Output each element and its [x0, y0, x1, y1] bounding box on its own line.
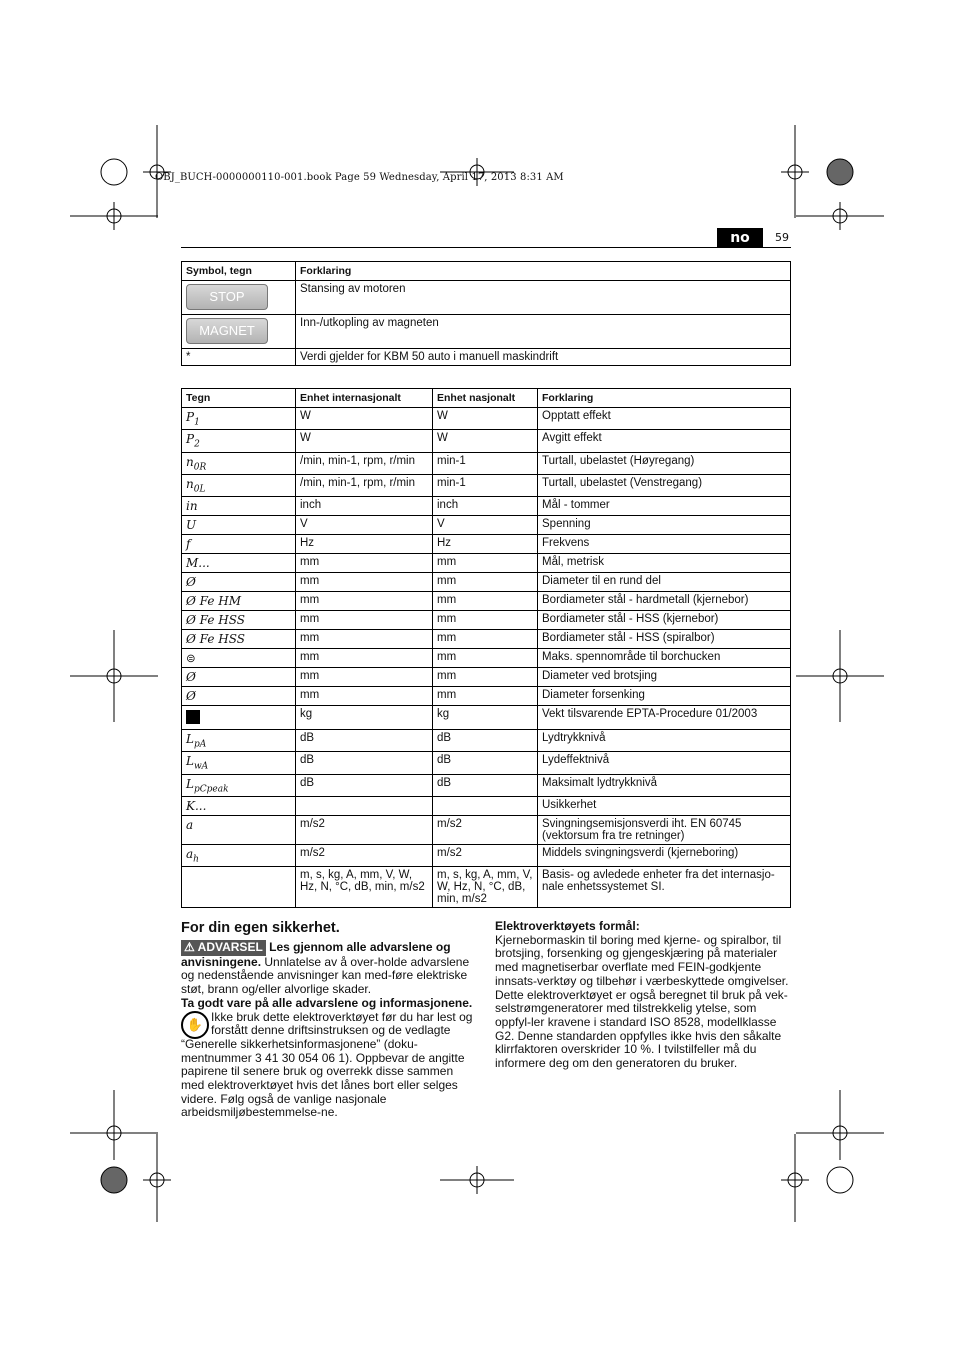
sign-cell: [182, 497, 296, 516]
sign-cell: [182, 430, 296, 452]
sign-cell: [182, 630, 296, 649]
nat-cell: mm: [433, 649, 538, 668]
sign-cell: [182, 452, 296, 474]
nat-cell: W: [433, 430, 538, 452]
header-rule: [181, 247, 791, 248]
table-row: [182, 845, 791, 867]
nat-cell: dB: [433, 730, 538, 752]
intl-cell: Hz: [296, 535, 433, 554]
intl-cell: mm: [296, 611, 433, 630]
units-table: [181, 388, 791, 908]
file-header: OBJ_BUCH-0000000110-001.book Page 59 Wednesday, April 17, 2013 8:31 AM: [155, 172, 564, 183]
col-header: Enhet internasjonalt: [296, 389, 433, 408]
desc-cell: Diameter til en rund del: [538, 573, 791, 592]
table-row: [182, 687, 791, 706]
intl-cell: /min, min-1, rpm, r/min: [296, 474, 433, 496]
table-row: [182, 816, 791, 845]
table-row: [182, 611, 791, 630]
nat-cell: m, s, kg, A, mm, V, W, Hz, N, °C, dB, min, m/s2: [433, 867, 538, 908]
sign-cell: [182, 706, 296, 730]
nat-cell: m/s2: [433, 816, 538, 845]
sign-cell: [182, 611, 296, 630]
intl-cell: mm: [296, 554, 433, 573]
sign-symbol: L: [186, 776, 194, 791]
safety-bold2: Ta godt vare på alle advarslene og informasjonene.: [181, 995, 473, 1010]
chuck-icon: ⊜: [186, 653, 196, 666]
nat-cell: min-1: [433, 474, 538, 496]
table-cell: Stansing av motoren: [296, 281, 791, 315]
intl-cell: dB: [296, 752, 433, 774]
table-row: [182, 797, 791, 816]
nat-cell: W: [433, 408, 538, 430]
sign-cell: [182, 687, 296, 706]
intl-cell: dB: [296, 730, 433, 752]
col-header: Forklaring: [296, 262, 791, 281]
nat-cell: mm: [433, 554, 538, 573]
col-header: Forklaring: [538, 389, 791, 408]
nat-cell: [433, 797, 538, 816]
purpose-text: [495, 920, 791, 1071]
intl-cell: mm: [296, 592, 433, 611]
sign-cell: [182, 516, 296, 535]
sign-cell: [182, 867, 296, 908]
safety-text2: Ikke bruk dette elektroverktøyet før du har lest og forstått denne driftsinstruksen og de vedlagte “Generelle sikkerhetsinformasjonene” (doku-mentnummer 3 41 30 054 06 1). Oppbevar de angitte papirene til senere bruk og overrekk disse sammen med elektroverktøyet hvis det lånes bort eller selges videre. Følg også de vanlige nasjonale arbeidsmiljøbestemmelse-ne.: [181, 1009, 473, 1120]
desc-cell: Mål, metrisk: [538, 554, 791, 573]
sign-symbol: M...: [186, 556, 210, 571]
sign-subscript: pCpeak: [193, 784, 229, 795]
nat-cell: dB: [433, 752, 538, 774]
nat-cell: kg: [433, 706, 538, 730]
sign-cell: [182, 816, 296, 845]
nat-cell: dB: [433, 774, 538, 796]
intl-cell: mm: [296, 630, 433, 649]
intl-cell: W: [296, 430, 433, 452]
table-cell: Inn-/utkopling av magneten: [296, 315, 791, 349]
sign-symbol: L: [186, 732, 194, 747]
nat-cell: m/s2: [433, 845, 538, 867]
desc-cell: Avgitt effekt: [538, 430, 791, 452]
sign-symbol: in: [186, 499, 198, 514]
desc-cell: Middels svingningsverdi (kjerneboring): [538, 845, 791, 867]
sign-cell: [182, 730, 296, 752]
desc-cell: Bordiameter stål - HSS (kjernebor): [538, 611, 791, 630]
sign-symbol: P: [186, 410, 195, 424]
table-row: [182, 452, 791, 474]
purpose-text1: Kjernebormaskin til boring med kjerne- og spiralbor, til brotsjing, forsenking og gjengeskjæring på materialer med magnetiserbar overflate med FEIN-godkjente innsats-verktøy og tilbehør i værbeskyttede omgivelser.: [495, 932, 789, 988]
sign-subscript: h: [193, 854, 199, 865]
sign-symbol: L: [186, 754, 194, 769]
magnet-button: MAGNET: [186, 318, 268, 344]
sign-symbol: P: [186, 432, 195, 447]
nat-cell: mm: [433, 630, 538, 649]
sign-subscript: 1: [194, 417, 200, 428]
sign-subscript: wA: [193, 761, 209, 772]
sign-symbol: Ø: [186, 670, 196, 685]
table-row: [182, 554, 791, 573]
desc-cell: Bordiameter stål - hardmetall (kjernebor): [538, 592, 791, 611]
desc-cell: Turtall, ubelastet (Høyregang): [538, 452, 791, 474]
table-row: [182, 573, 791, 592]
table-cell: Verdi gjelder for KBM 50 auto i manuell maskindrift: [296, 349, 791, 366]
safety-title: For din egen sikkerhet.: [181, 920, 340, 936]
nat-cell: mm: [433, 592, 538, 611]
purpose-title: Elektroverktøyets formål:: [495, 919, 640, 933]
sign-cell: [182, 535, 296, 554]
sign-symbol: Ø Fe HSS: [186, 632, 245, 647]
safety-text1: Unnlatelse av å over-holde advarslene og nedenstående anvisninger kan med-føre elektriske støt, brann og/eller alvorlige skader.: [181, 954, 470, 997]
table-row: [182, 752, 791, 774]
symbol-table: [181, 261, 791, 366]
sign-symbol: Ø: [186, 575, 196, 590]
desc-cell: Bordiameter stål - HSS (spiralbor): [538, 630, 791, 649]
table-row: [182, 535, 791, 554]
sign-cell: [182, 592, 296, 611]
desc-cell: Vekt tilsvarende EPTA-Procedure 01/2003: [538, 706, 791, 730]
safety-bold-intro: Les gjennom alle advarslene og anvisningene.: [181, 940, 451, 969]
table-row: [182, 516, 791, 535]
desc-cell: Lydeffektnivå: [538, 752, 791, 774]
col-header: Enhet nasjonalt: [433, 389, 538, 408]
intl-cell: mm: [296, 687, 433, 706]
intl-cell: /min, min-1, rpm, r/min: [296, 452, 433, 474]
desc-cell: Opptatt effekt: [538, 408, 791, 430]
table-row: [182, 706, 791, 730]
table-cell: *: [182, 349, 296, 366]
table-row: [182, 430, 791, 452]
col-header: Tegn: [182, 389, 296, 408]
table-row: [182, 867, 791, 908]
sign-cell: [182, 474, 296, 496]
intl-cell: m, s, kg, A, mm, V, W, Hz, N, °C, dB, min, m/s2: [296, 867, 433, 908]
sign-subscript: 0L: [193, 484, 206, 495]
intl-cell: [296, 797, 433, 816]
nat-cell: min-1: [433, 452, 538, 474]
table-row: [182, 408, 791, 430]
table-row: [182, 649, 791, 668]
sign-symbol: Ø: [186, 689, 196, 704]
safety-text: [181, 940, 476, 1120]
sign-cell: [182, 845, 296, 867]
sign-cell: [182, 774, 296, 796]
read-manual-icon: ✋: [181, 1011, 209, 1039]
sign-symbol: a: [186, 818, 194, 833]
sign-subscript: 0R: [193, 461, 207, 472]
nat-cell: mm: [433, 668, 538, 687]
sign-cell: [182, 649, 296, 668]
page-number: 59: [775, 231, 789, 244]
table-row: [182, 730, 791, 752]
language-badge: no: [717, 228, 763, 248]
weight-icon: [186, 710, 200, 724]
sign-symbol: f: [186, 537, 191, 552]
sign-cell: [182, 573, 296, 592]
sign-symbol: Ø Fe HM: [186, 594, 241, 609]
sign-symbol: a: [186, 847, 194, 862]
intl-cell: inch: [296, 497, 433, 516]
purpose-text2: Dette elektroverktøyet er også beregnet til bruk på vek-selstrømgeneratorer med tilstrekkelig ytelse, som oppfyl-ler kravene i standard ISO 8528, modellklasse G2. Denne standarden oppfylles ikke hvis den såkalte klirrfaktoren overskrider 10 %. I tvilstilfeller må du informere deg om den generatoren du bruker.: [495, 987, 788, 1071]
intl-cell: m/s2: [296, 816, 433, 845]
sign-cell: [182, 554, 296, 573]
desc-cell: Maksimalt lydtrykknivå: [538, 774, 791, 796]
desc-cell: Usikkerhet: [538, 797, 791, 816]
warning-label: ADVARSEL: [197, 940, 263, 954]
sign-cell: [182, 668, 296, 687]
sign-symbol: n: [186, 454, 194, 469]
desc-cell: Diameter ved brotsjing: [538, 668, 791, 687]
stop-button: STOP: [186, 284, 268, 310]
sign-symbol: K...: [186, 799, 207, 814]
intl-cell: kg: [296, 706, 433, 730]
sign-cell: [182, 752, 296, 774]
table-row: [182, 497, 791, 516]
sign-cell: [182, 408, 296, 430]
desc-cell: Maks. spennområde til borchucken: [538, 649, 791, 668]
intl-cell: m/s2: [296, 845, 433, 867]
desc-cell: Mål - tommer: [538, 497, 791, 516]
desc-cell: Svingningsemisjonsverdi iht. EN 60745 (vektorsum fra tre retninger): [538, 816, 791, 845]
desc-cell: Lydtrykknivå: [538, 730, 791, 752]
table-row: [182, 630, 791, 649]
nat-cell: Hz: [433, 535, 538, 554]
desc-cell: Spenning: [538, 516, 791, 535]
desc-cell: Diameter forsenking: [538, 687, 791, 706]
sign-symbol: n: [186, 476, 194, 491]
table-row: [182, 668, 791, 687]
intl-cell: W: [296, 408, 433, 430]
nat-cell: mm: [433, 611, 538, 630]
warning-badge: ⚠ ADVARSEL: [181, 940, 266, 956]
nat-cell: inch: [433, 497, 538, 516]
intl-cell: mm: [296, 573, 433, 592]
sign-subscript: pA: [193, 739, 207, 750]
sign-cell: [182, 797, 296, 816]
table-row: [182, 774, 791, 796]
sign-symbol: U: [186, 518, 197, 533]
col-header: Symbol, tegn: [182, 262, 296, 281]
desc-cell: Turtall, ubelastet (Venstregang): [538, 474, 791, 496]
table-row: [182, 474, 791, 496]
table-row: [182, 592, 791, 611]
intl-cell: V: [296, 516, 433, 535]
intl-cell: mm: [296, 649, 433, 668]
intl-cell: dB: [296, 774, 433, 796]
desc-cell: Frekvens: [538, 535, 791, 554]
nat-cell: V: [433, 516, 538, 535]
nat-cell: mm: [433, 687, 538, 706]
desc-cell: Basis- og avledede enheter fra det internasjo-nale enhetssystemet SI.: [538, 867, 791, 908]
sign-subscript: 2: [194, 439, 200, 450]
nat-cell: mm: [433, 573, 538, 592]
intl-cell: mm: [296, 668, 433, 687]
sign-symbol: Ø Fe HSS: [186, 613, 245, 628]
